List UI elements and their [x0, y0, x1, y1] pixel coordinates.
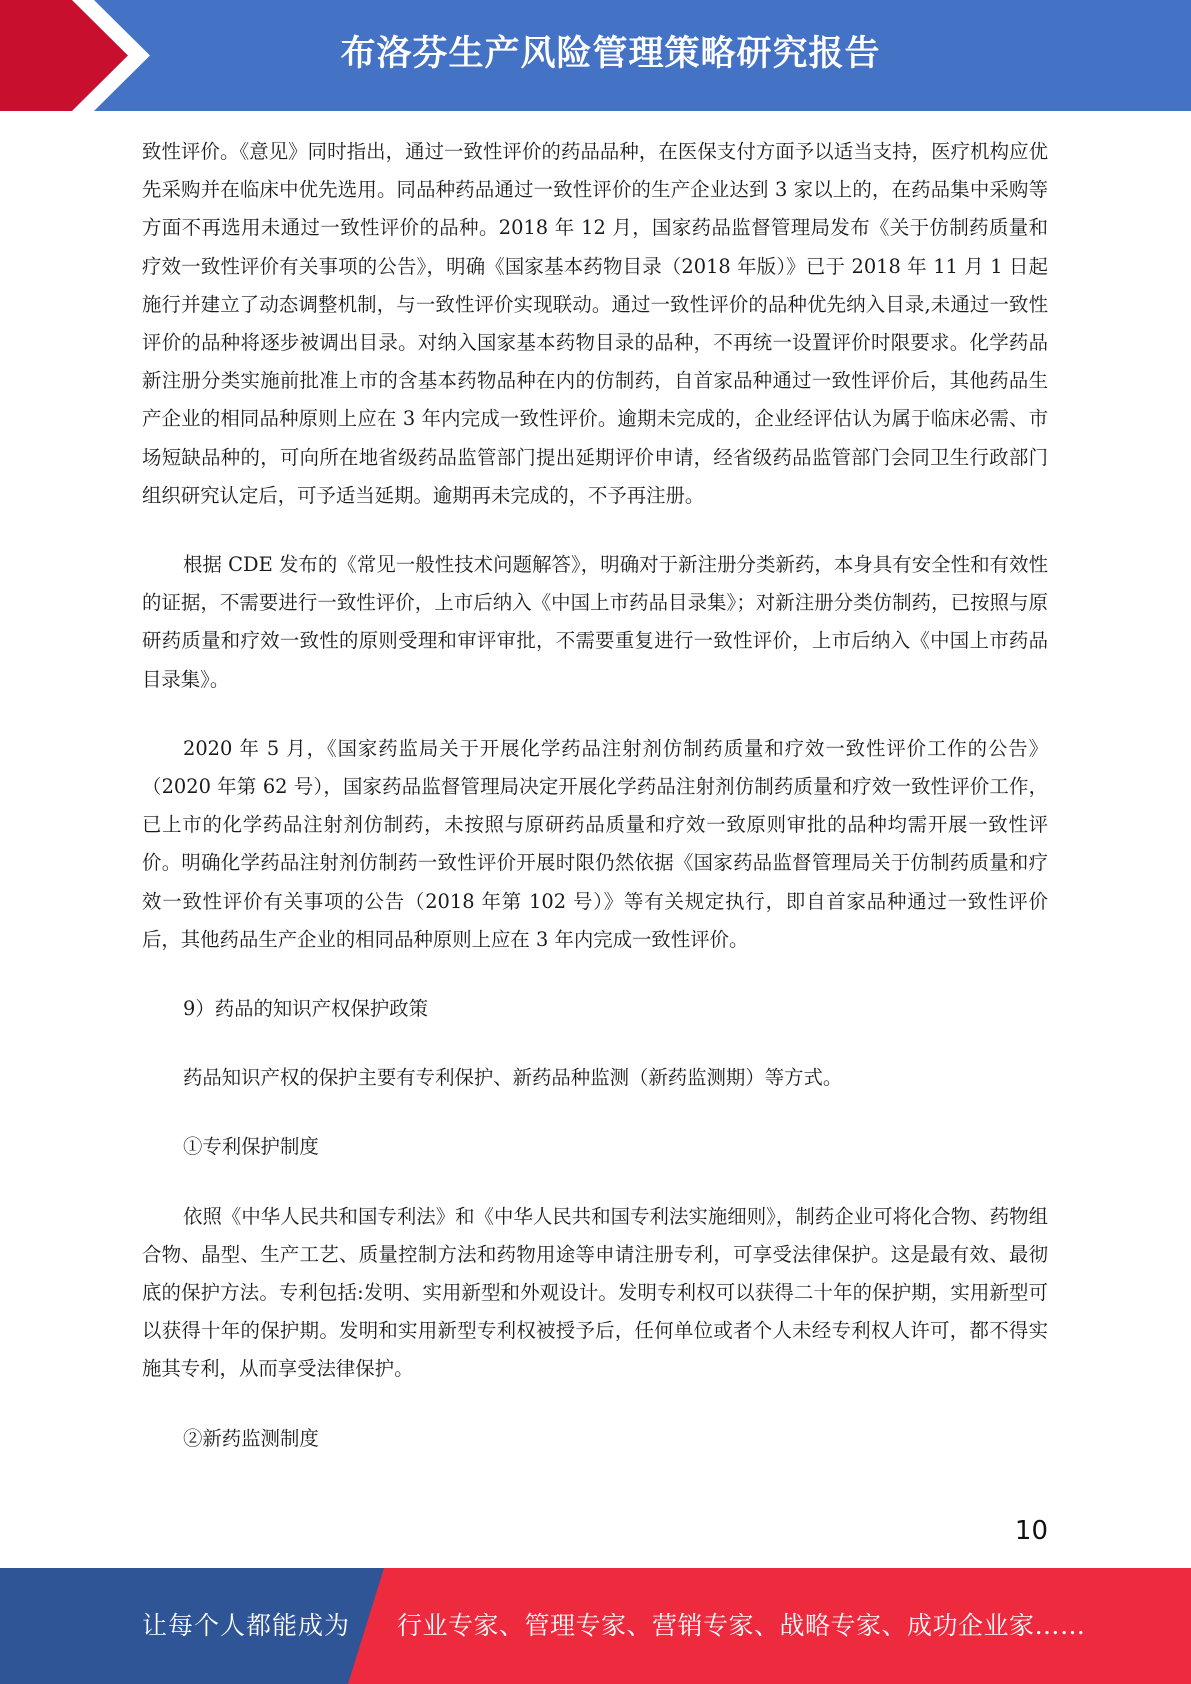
- subheading-new-drug-monitoring: ②新药监测制度: [183, 1426, 319, 1450]
- report-title: 布洛芬生产风险管理策略研究报告: [340, 34, 881, 74]
- paragraph-spacer: [142, 1028, 1048, 1059]
- page-header: [0, 0, 1191, 111]
- section-heading-ip-policy: 9）药品的知识产权保护政策: [183, 997, 429, 1021]
- paragraph-cde-answer: 根据 CDE 发布的《常见一般性技术问题解答》，明确对于新注册分类新药，本身具有安全性和有效性的证据，不需要进行一致性评价，上市后纳入《中国上市药品目录集》；对新注册分类仿制药，已按照与原研药质量和疗效一致性的原则受理和审评审批，不需要重复进行一致性评价，上市后纳入《中国上市药品目录集》。: [142, 553, 1048, 691]
- paragraph-patent-law: 依照《中华人民共和国专利法》和《中华人民共和国专利法实施细则》，制药企业可将化合物、药物组合物、晶型、生产工艺、质量控制方法和药物用途等申请注册专利，可享受法律保护。这是最有效、最彻底的保护方法。专利包括:发明、实用新型和外观设计。发明专利权可以获得二十年的保护期，实用新型可以获得十年的保护期。发明和实用新型专利权被授予后，任何单位或者个人未经专利权人许可，都不得实施其专利，从而享受法律保护。: [142, 1204, 1048, 1381]
- paragraph-spacer: [142, 515, 1048, 546]
- paragraph-injection-evaluation: 2020 年 5 月，《国家药监局关于开展化学药品注射剂仿制药质量和疗效一致性评价工作的公告》（2020 年第 62 号），国家药品监督管理局决定开展化学药品注射剂仿制药质量和疗效一致性评价工作，已上市的化学药品注射剂仿制药，未按照与原研药品质量和疗效一致原则审批的品种均需开展一致性评价。明确化学药品注射剂仿制药一致性评价开展时限仍然依据《国家药品监督管理局关于仿制药质量和疗效一致性评价有关事项的公告（2018 年第 102 号）》等有关规定执行，即自首家品种通过一致性评价后，其他药品生产企业的相同品种原则上应在 3 年内完成一致性评价。: [142, 736, 1048, 951]
- paragraph-spacer: [142, 1097, 1048, 1128]
- page-number: 10: [1014, 1516, 1048, 1546]
- paragraph-spacer: [142, 1389, 1048, 1420]
- paragraph-spacer: [142, 699, 1048, 730]
- paragraph-consistency-evaluation: 致性评价。《意见》同时指出，通过一致性评价的药品品种，在医保支付方面予以适当支持，医疗机构应优先采购并在临床中优先选用。同品种药品通过一致性评价的生产企业达到 3 家以上的，在药品集中采购等方面不再选用未通过一致性评价的品种。2018 年 12 月，国家药品监督管理局发布《关于仿制药质量和疗效一致性评价有关事项的公告》，明确《国家基本药物目录（2018 年版）》已于 2018 年 11 月 1 日起施行并建立了动态调整机制，与一致性评价实现联动。通过一致性评价的品种优先纳入目录,未通过一致性评价的品种将逐步被调出目录。对纳入国家基本药物目录的品种，不再统一设置评价时限要求。化学药品新注册分类实施前批准上市的含基本药物品种在内的仿制药，自首家品种通过一致性评价后，其他药品生产企业的相同品种原则上应在 3 年内完成一致性评价。逾期未完成的，企业经评估认为属于临床必需、市场短缺品种的，可向所在地省级药品监管部门提出延期评价申请，经省级药品监管部门会同卫生行政部门组织研究认定后，可予适当延期。逾期再未完成的，不予再注册。: [142, 140, 1048, 507]
- paragraph-ip-methods: 药品知识产权的保护主要有专利保护、新药品种监测（新药监测期）等方式。: [183, 1066, 843, 1090]
- document-body: [142, 133, 1048, 1458]
- subheading-patent-protection: ①专利保护制度: [183, 1135, 319, 1159]
- page-footer: [0, 1568, 1191, 1684]
- paragraph-spacer: [142, 959, 1048, 990]
- footer-slogan-left: 让每个人都能成为: [142, 1611, 351, 1640]
- paragraph-spacer: [142, 1167, 1048, 1198]
- footer-slogan-right: 行业专家、管理专家、营销专家、战略专家、成功企业家……: [397, 1611, 1086, 1640]
